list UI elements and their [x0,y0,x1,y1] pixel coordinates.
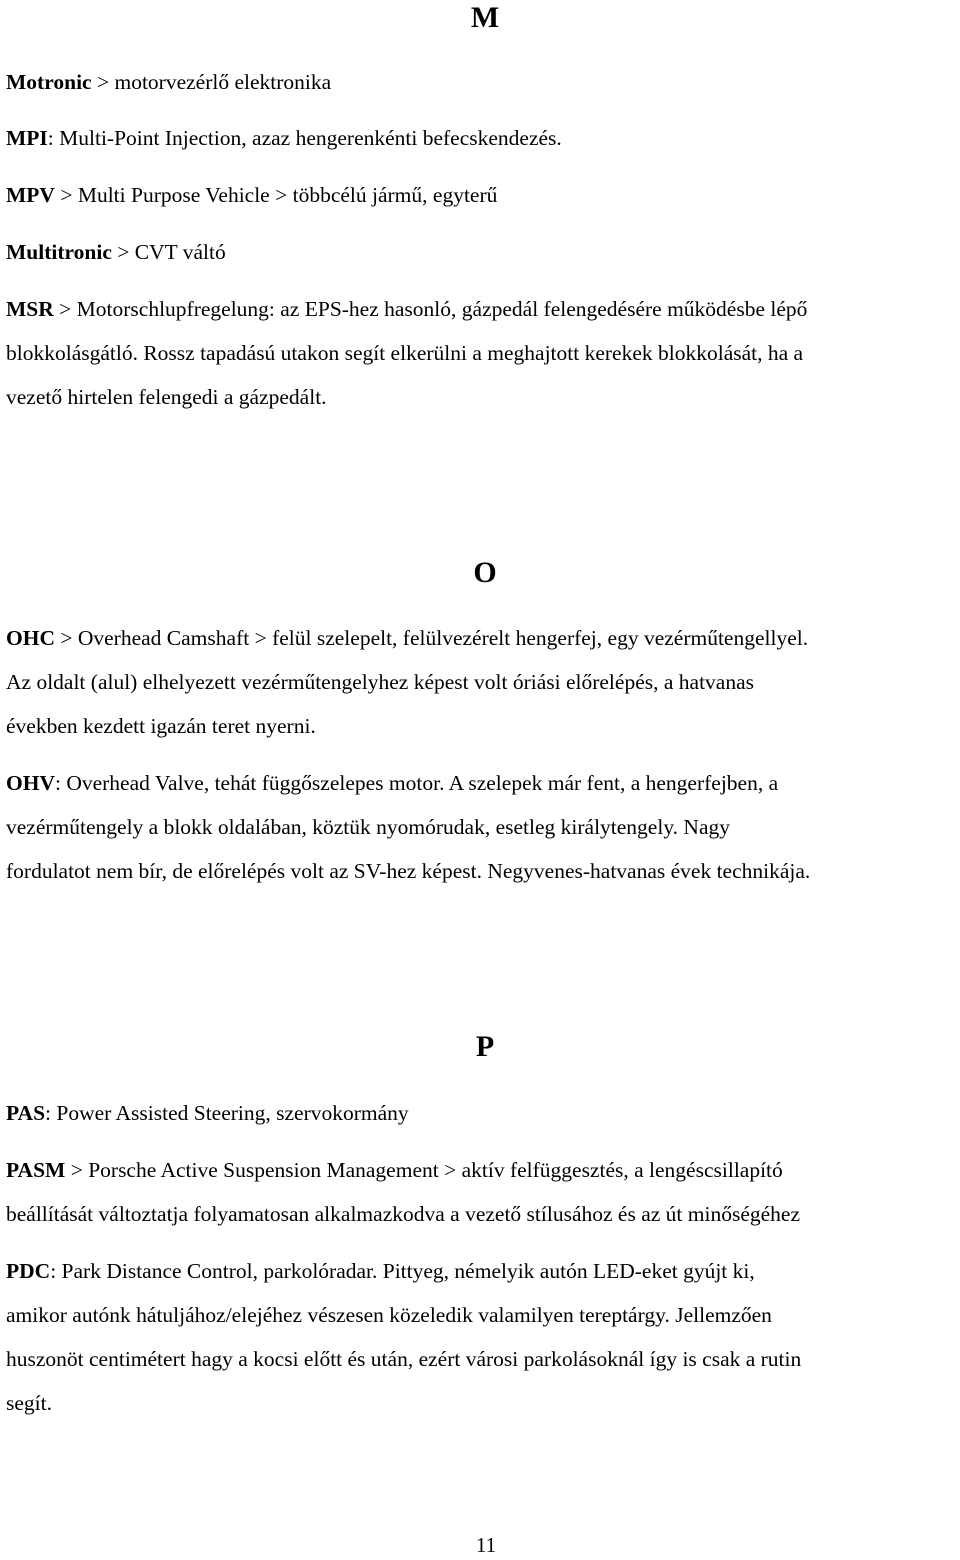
entry-term: Multitronic [6,240,112,264]
entry-line: fordulatot nem bír, de előrelépés volt az SV-hez képest. Negyvenes-hatvanas évek technikája. [6,859,811,883]
entry-term: PASM [6,1158,66,1182]
entry-text: > motorvezérlő elektronika [91,70,332,94]
entry-line: amikor autónk hátuljához/elejéhez vészesen közeledik valamilyen tereptárgy. Jellemzően [6,1303,772,1327]
entry-line [6,1091,960,1135]
entry-line [6,60,960,104]
glossary-entry-ohc [6,616,960,748]
page-number: 11 [475,1533,497,1557]
entry-text: : Multi-Point Injection, azaz hengerenkénti befecskendezés. [47,126,562,150]
entry-text: : Park Distance Control, parkolóradar. Pittyeg, némelyik autón LED-eket gyújt ki, [50,1259,755,1283]
entry-term: PDC [6,1259,51,1283]
entry-text: > CVT váltó [111,240,226,264]
entry-term: OHV [6,771,55,795]
entry-term: MSR [6,297,54,321]
entry-text: : Power Assisted Steering, szervokormány [45,1101,409,1125]
section-letter-o: O [473,556,497,589]
glossary-entry-multitronic [6,230,960,274]
entry-line: huszonöt centimétert hagy a kocsi előtt és után, ezért városi parkolásoknál így is csak a rutin [6,1347,802,1371]
glossary-entry-pasm [6,1148,960,1236]
entry-text: : Overhead Valve, tehát függőszelepes motor. A szelepek már fent, a hengerfejben, a [54,771,779,795]
entry-line: blokkolásgátló. Rossz tapadású utakon segít elkerülni a meghajtott kerekek blokkolását, ha a [6,341,804,365]
section-letter-m: M [470,1,500,34]
entry-term: MPI [6,126,48,150]
entry-line [6,230,960,274]
entry-line [6,287,960,331]
entry-term: OHC [6,626,55,650]
entry-line: segít. [6,1391,52,1415]
entry-text: > Overhead Camshaft > felül szelepelt, felülvezérelt hengerfej, egy vezérműtengellyel. [54,626,809,650]
entry-line: beállítását változtatja folyamatosan alkalmazkodva a vezető stílusához és az út minőségéhez [6,1202,800,1226]
glossary-entry-motronic [6,60,960,104]
entry-text: > Porsche Active Suspension Management > aktív felfüggesztés, a lengéscsillapító [65,1158,783,1182]
entry-text: > Multi Purpose Vehicle > többcélú jármű, egyterű [54,183,498,207]
entry-line: vezérműtengely a blokk oldalában, köztük nyomórudak, esetleg királytengely. Nagy [6,815,730,839]
entry-term: MPV [6,183,55,207]
glossary-entry-ohv [6,761,960,893]
section-letter-p: P [475,1030,495,1063]
entry-term: PAS [6,1101,46,1125]
glossary-entry-mpv [6,173,960,217]
glossary-entry-msr [6,287,960,419]
entry-line [6,1148,960,1192]
glossary-entry-mpi [6,116,960,160]
entry-line [6,761,960,805]
entry-line [6,1249,960,1293]
entry-line: vezető hirtelen felengedi a gázpedált. [6,385,327,409]
glossary-entry-pas [6,1091,960,1135]
entry-line [6,116,960,160]
entry-line: Az oldalt (alul) elhelyezett vezérműtengelyhez képest volt óriási előrelépés, a hatvanas [6,670,754,694]
entry-text: > Motorschlupfregelung: az EPS-hez hasonló, gázpedál felengedésére működésbe lépő [53,297,808,321]
entry-line [6,616,960,660]
entry-line: években kezdett igazán teret nyerni. [6,714,316,738]
entry-line [6,173,960,217]
glossary-entry-pdc [6,1249,960,1425]
entry-term: Motronic [6,70,92,94]
